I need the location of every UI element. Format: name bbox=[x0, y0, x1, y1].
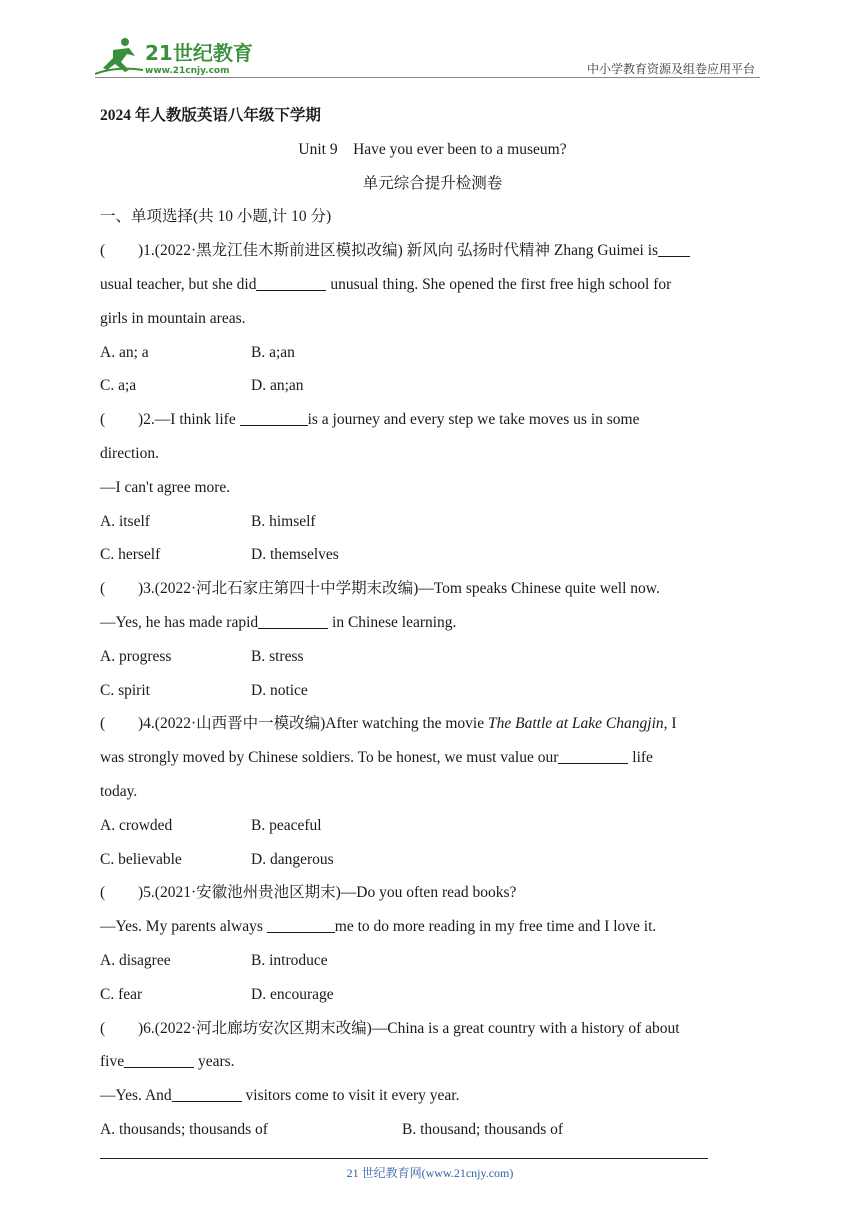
header-divider bbox=[95, 77, 760, 78]
option-c: C. fear bbox=[100, 985, 143, 1003]
answer-blank bbox=[172, 1083, 242, 1102]
runner-icon bbox=[95, 38, 143, 74]
document-body bbox=[100, 99, 765, 1147]
option-b: B. introduce bbox=[251, 951, 328, 969]
logo-21cnjy bbox=[95, 36, 265, 78]
logo-main-text: 21世纪教育 bbox=[145, 41, 253, 65]
question-6-line-2: five years. bbox=[100, 1045, 765, 1079]
option-c: C. a;a bbox=[100, 377, 137, 395]
answer-blank bbox=[558, 745, 628, 764]
option-a: A. an; a bbox=[100, 343, 149, 361]
option-b: B. thousand; thousands of bbox=[402, 1120, 564, 1138]
question-2-options-row-2 bbox=[100, 538, 765, 572]
question-3-options-row-1 bbox=[100, 640, 765, 674]
option-a: A. thousands; thousands of bbox=[100, 1120, 268, 1138]
question-2-line-2: direction. bbox=[100, 444, 159, 462]
answer-paren: ( bbox=[100, 242, 106, 260]
question-6-line-3: —Yes. And visitors come to visit it every year. bbox=[100, 1079, 765, 1113]
option-c: C. believable bbox=[100, 850, 182, 868]
answer-blank bbox=[258, 610, 328, 629]
question-1-options-row-2 bbox=[100, 369, 765, 403]
option-a: A. progress bbox=[100, 647, 172, 665]
unit-title: Unit 9 Have you ever been to a museum? bbox=[298, 140, 567, 158]
question-3-line-2: —Yes, he has made rapid in Chinese learning. bbox=[100, 606, 765, 640]
option-a: A. itself bbox=[100, 512, 150, 530]
question-5-options-row-1 bbox=[100, 944, 765, 978]
option-d: D. an;an bbox=[251, 377, 304, 395]
option-c: C. spirit bbox=[100, 681, 150, 699]
question-1-line-2: usual teacher, but she did unusual thing. She opened the first free high school for bbox=[100, 268, 765, 302]
question-4-line-3: today. bbox=[100, 782, 138, 800]
question-1-line-3: girls in mountain areas. bbox=[100, 309, 246, 327]
question-6-line-1: ( )6.(2022·河北廊坊安次区期末改编)—China is a great country with a history of about bbox=[100, 1019, 680, 1037]
section-title: 一、单项选择(共 10 小题,计 10 分) bbox=[100, 208, 332, 226]
question-6-options-row-1 bbox=[100, 1113, 765, 1147]
question-4-options-row-1 bbox=[100, 809, 765, 843]
option-d: D. notice bbox=[251, 681, 308, 699]
answer-blank bbox=[267, 914, 335, 933]
option-b: B. stress bbox=[251, 647, 304, 665]
question-5-line-1: ( )5.(2021·安徽池州贵池区期末)—Do you often read books? bbox=[100, 884, 517, 902]
question-3-options-row-2 bbox=[100, 674, 765, 708]
option-d: D. encourage bbox=[251, 985, 334, 1003]
question-3-line-1: ( )3.(2022·河北石家庄第四十中学期末改编)—Tom speaks Chinese quite well now. bbox=[100, 580, 660, 598]
logo-sub-text: www.21cnjy.com bbox=[145, 66, 230, 76]
movie-title: The Battle at Lake Changjin bbox=[487, 715, 664, 733]
question-1-options-row-1 bbox=[100, 336, 765, 370]
option-d: D. dangerous bbox=[251, 850, 334, 868]
header-platform-text: 中小学教育资源及组卷应用平台 bbox=[586, 62, 755, 76]
option-b: B. a;an bbox=[251, 343, 295, 361]
option-a: A. disagree bbox=[100, 951, 171, 969]
answer-blank bbox=[240, 407, 308, 426]
grade-title: 2024 年人教版英语八年级下学期 bbox=[100, 107, 321, 124]
option-b: B. peaceful bbox=[251, 816, 322, 834]
question-2-options-row-1 bbox=[100, 505, 765, 539]
question-5-options-row-2 bbox=[100, 978, 765, 1012]
page-header bbox=[95, 36, 755, 78]
option-a: A. crowded bbox=[100, 816, 173, 834]
footer-divider bbox=[100, 1158, 708, 1159]
question-4-line-2: was strongly moved by Chinese soldiers. To be honest, we must value our life bbox=[100, 741, 765, 775]
question-4-line-1: ( )4.(2022·山西晋中一模改编)After watching the movie The Battle at Lake Changjin, I bbox=[100, 715, 677, 733]
test-title: 单元综合提升检测卷 bbox=[362, 174, 503, 192]
answer-blank bbox=[658, 238, 690, 257]
answer-blank bbox=[256, 272, 326, 291]
question-5-line-2: —Yes. My parents always me to do more reading in my free time and I love it. bbox=[100, 910, 765, 944]
question-4-options-row-2 bbox=[100, 843, 765, 877]
question-2-line-3: —I can't agree more. bbox=[100, 478, 231, 496]
footer-source: 21 世纪教育网(www.21cnjy.com) bbox=[346, 1166, 514, 1180]
option-c: C. herself bbox=[100, 546, 161, 564]
question-1-line-1: ( )1.(2022·黑龙江佳木斯前进区模拟改编) 新风向 弘扬时代精神 Zhang Guimei is bbox=[100, 234, 765, 268]
answer-blank bbox=[124, 1049, 194, 1068]
option-b: B. himself bbox=[251, 512, 316, 530]
question-2-line-1: ( )2.—I think life is a journey and every step we take moves us in some bbox=[100, 403, 765, 437]
option-d: D. themselves bbox=[251, 546, 339, 564]
